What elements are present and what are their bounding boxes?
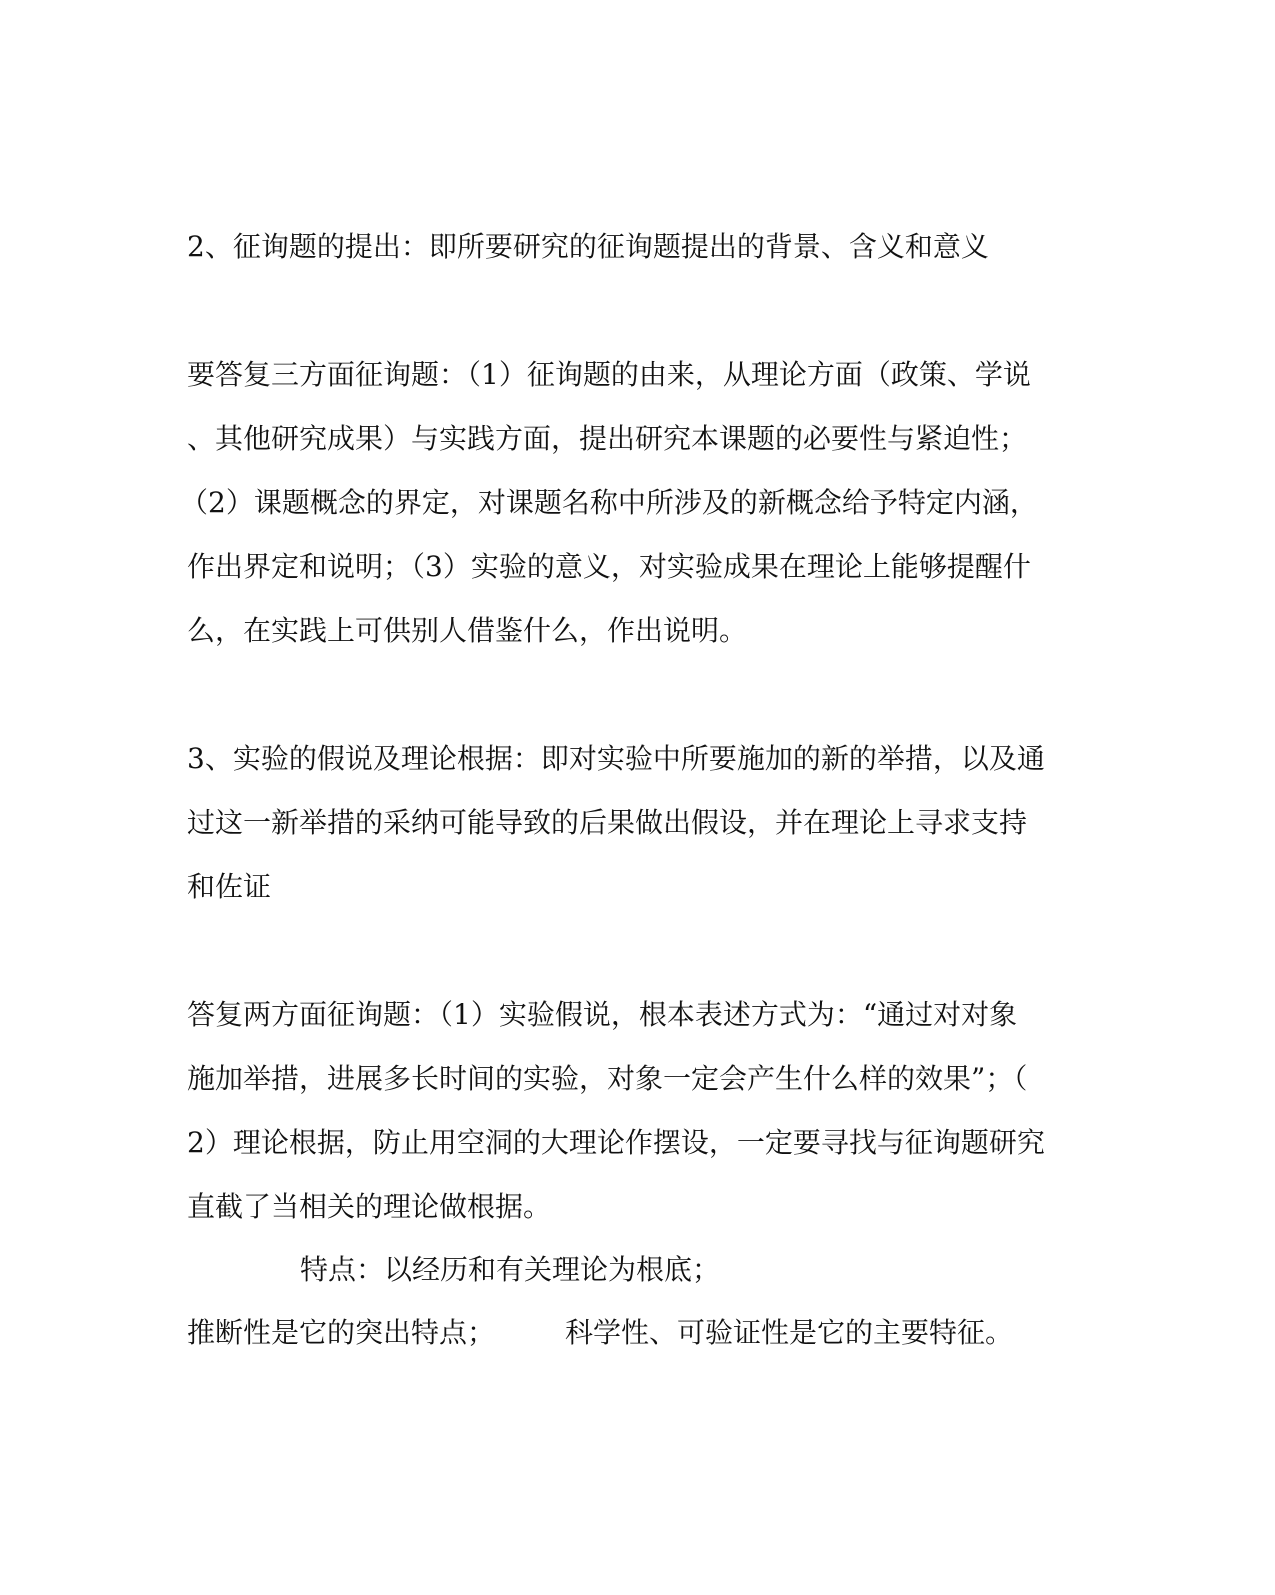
features-line: 推断性是它的突出特点； 科学性、可验证性是它的主要特征。 (187, 1316, 1014, 1349)
paragraph-line: （2）课题概念的界定，对课题名称中所涉及的新概念给予特定内涵， (180, 486, 1038, 519)
section-2-heading: 2、征询题的提出：即所要研究的征询题提出的背景、含义和意义 (187, 230, 989, 263)
paragraph-line: 施加举措，进展多长时间的实验，对象一定会产生什么样的效果”；（ (187, 1062, 1028, 1095)
paragraph-line: 和佐证 (187, 870, 272, 903)
paragraph-line: 要答复三方面征询题：（1）征询题的由来，从理论方面（政策、学说 (187, 358, 1031, 391)
section-3-heading: 3、实验的假说及理论根据：即对实验中所要施加的新的举措，以及通 (187, 742, 1045, 775)
paragraph-line: 么，在实践上可供别人借鉴什么，作出说明。 (187, 614, 748, 647)
paragraph-line: 答复两方面征询题：（1）实验假说，根本表述方式为：“通过对对象 (187, 998, 1018, 1031)
paragraph-line: 直截了当相关的理论做根据。 (187, 1190, 552, 1223)
paragraph-line: 作出界定和说明；（3）实验的意义，对实验成果在理论上能够提醒什 (187, 550, 1031, 583)
features-line: 特点：以经历和有关理论为根底； (300, 1253, 721, 1286)
paragraph-line: 、其他研究成果）与实践方面，提出研究本课题的必要性与紧迫性； (187, 422, 1028, 455)
paragraph-line: 2）理论根据，防止用空洞的大理论作摆设，一定要寻找与征询题研究 (187, 1126, 1045, 1159)
paragraph-line: 过这一新举措的采纳可能导致的后果做出假设，并在理论上寻求支持 (187, 806, 1028, 839)
